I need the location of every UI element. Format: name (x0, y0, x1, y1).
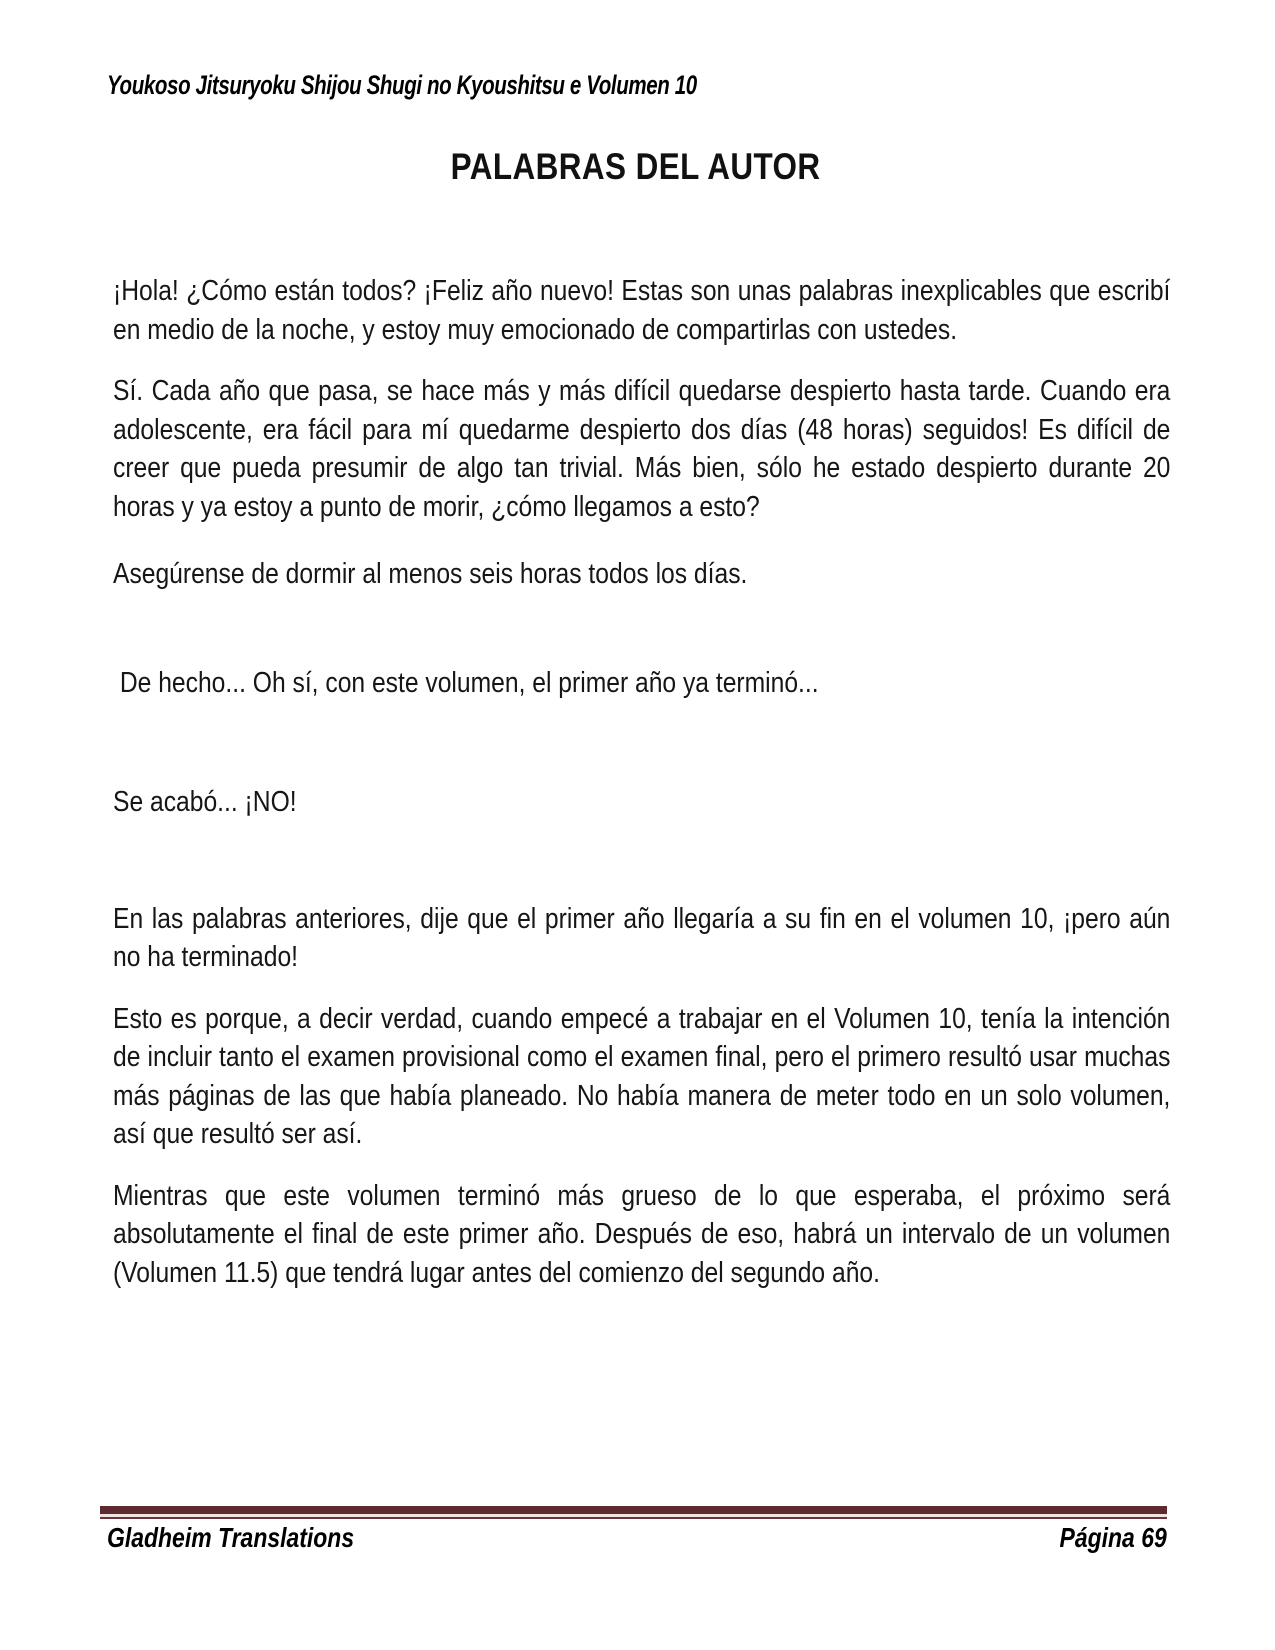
footer-divider-thick-line (100, 1506, 1167, 1514)
paragraph: Se acabó... ¡NO! (113, 786, 297, 818)
footer (107, 1522, 1167, 1554)
paragraph: Mientras que este volumen terminó más grueso de lo que esperaba, el próximo será absolutamente el final de este primer año. Después de eso, habrá un intervalo de un volumen (Volumen 11.5) que tendrá lugar antes del comienzo del segundo año. (113, 1179, 1171, 1289)
running-header: Youkoso Jitsuryoku Shijou Shugi no Kyoushitsu e Volumen 10 (107, 70, 697, 100)
footer-page-number: Página 69 (1059, 1522, 1167, 1553)
footer-divider-thin-line (100, 1517, 1167, 1519)
paragraph: ¡Hola! ¿Cómo están todos? ¡Feliz año nuevo! Estas son unas palabras inexplicables que escribí en medio de la noche, y estoy muy emocionado de compartirlas con ustedes. (113, 275, 1171, 346)
paragraph: Asegúrense de dormir al menos seis horas todos los días. (113, 558, 748, 590)
page-title-text: PALABRAS DEL AUTOR (451, 146, 821, 187)
page-title (106, 146, 1166, 188)
paragraph: Sí. Cada año que pasa, se hace más y más difícil quedarse despierto hasta tarde. Cuando era adolescente, era fácil para mí quedarme despierto dos días (48 horas) seguidos! Es difícil de creer que pueda presumir de algo tan trivial. Más bien, sólo he estado despierto durante 20 horas y ya estoy a punto de morir, ¿cómo llegamos a esto? (113, 375, 1171, 523)
body-text (113, 272, 1170, 1292)
paragraph: Esto es porque, a decir verdad, cuando empecé a trabajar en el Volumen 10, tenía la intención de incluir tanto el examen provisional como el examen final, pero el primero resultó usar muchas más páginas de las que había planeado. No había manera de meter todo en un solo volumen, así que resultó ser así. (113, 1002, 1171, 1150)
footer-divider (100, 1506, 1167, 1519)
paragraph: En las palabras anteriores, dije que el primer año llegaría a su fin en el volumen 10, ¡pero aún no ha terminado! (113, 902, 1171, 973)
footer-translator-credit: Gladheim Translations (107, 1522, 355, 1553)
paragraph: De hecho... Oh sí, con este volumen, el primer año ya terminó... (113, 666, 819, 699)
